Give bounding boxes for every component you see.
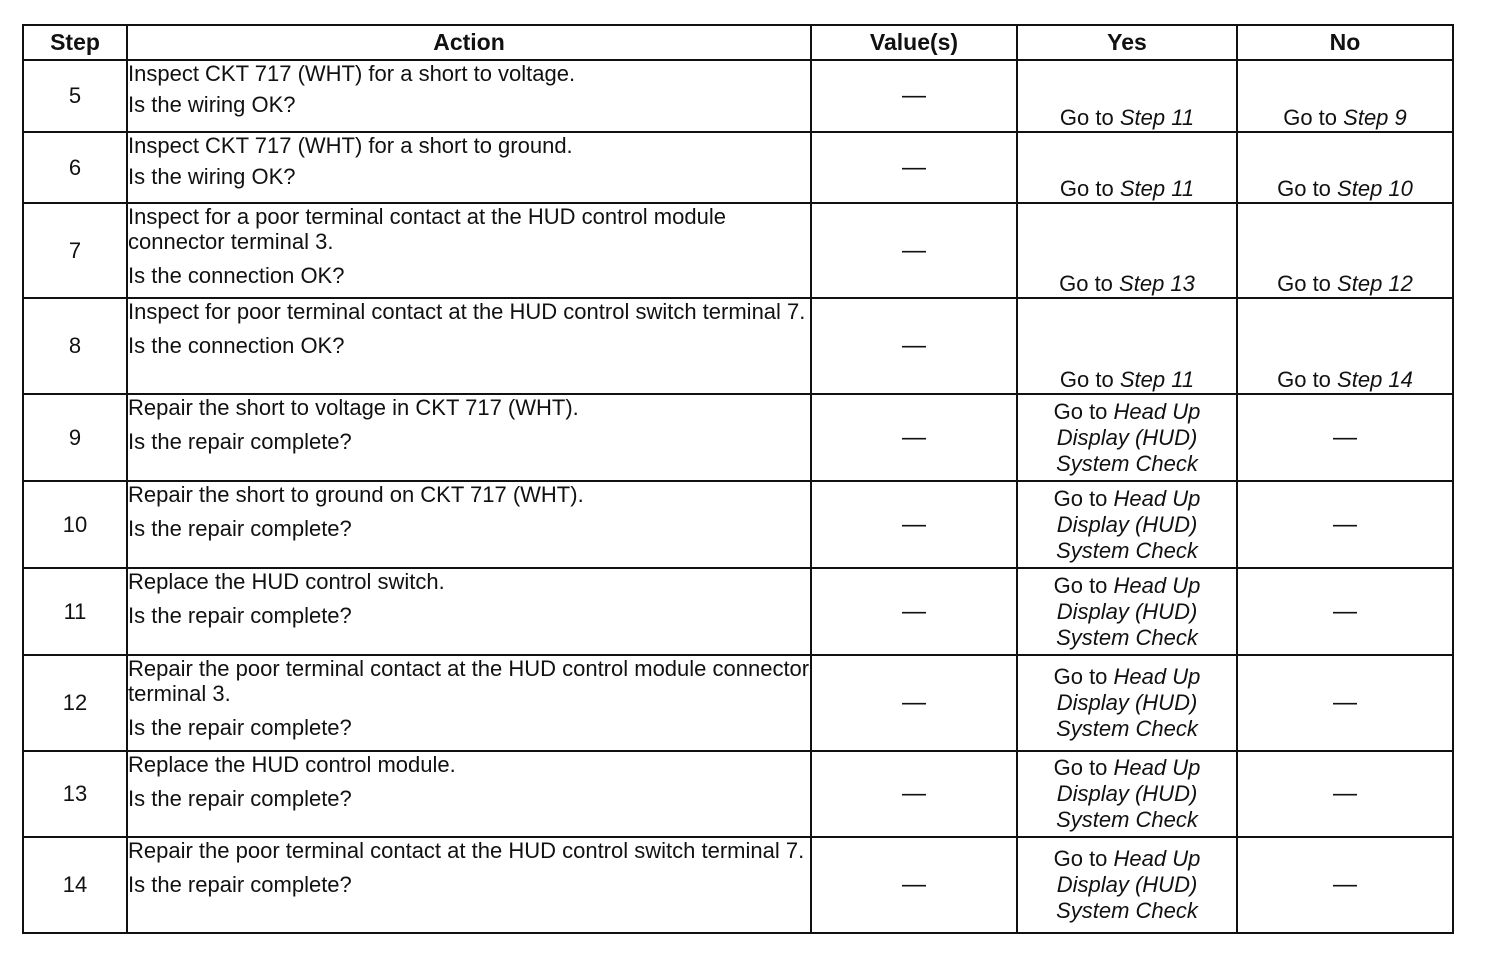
value-cell: — xyxy=(811,132,1017,203)
action-cell xyxy=(127,298,811,394)
no-cell xyxy=(1237,203,1453,298)
action-cell xyxy=(127,655,811,751)
header-yes: Yes xyxy=(1017,25,1237,60)
action-text: Replace the HUD control switch. xyxy=(128,569,445,594)
table-row xyxy=(23,394,1453,481)
header-values: Value(s) xyxy=(811,25,1017,60)
yes-ref-line-1: Head Up xyxy=(1113,398,1201,424)
no-cell: — xyxy=(1237,837,1453,933)
yes-step-ref: Step 11 xyxy=(1119,105,1195,130)
yes-ref-line-1: Head Up xyxy=(1113,755,1201,780)
yes-prefix: Go to xyxy=(1053,846,1108,871)
action-text: Inspect CKT 717 (WHT) for a short to voltage. xyxy=(128,61,576,86)
action-question: Is the wiring OK? xyxy=(128,164,296,189)
yes-ref-line-1: Head Up xyxy=(1113,846,1201,871)
table-row xyxy=(23,751,1453,837)
no-cell xyxy=(1237,60,1453,132)
yes-ref-line-1: Head Up xyxy=(1113,664,1201,689)
no-cell: — xyxy=(1237,481,1453,568)
action-question: Is the repair complete? xyxy=(128,516,352,541)
table-row xyxy=(23,203,1453,298)
header-step: Step xyxy=(23,25,127,60)
action-question: Is the repair complete? xyxy=(128,786,352,811)
yes-cell xyxy=(1017,298,1237,394)
yes-prefix: Go to xyxy=(1059,367,1114,392)
yes-cell xyxy=(1017,751,1237,837)
value-cell: — xyxy=(811,203,1017,298)
action-question: Is the wiring OK? xyxy=(128,92,296,117)
yes-ref-line-2: Display (HUD) xyxy=(1056,598,1198,624)
action-text: Inspect for a poor terminal contact at the HUD control module connector terminal 3. xyxy=(128,204,726,254)
table-row xyxy=(23,568,1453,655)
step-number: 12 xyxy=(23,655,127,751)
action-question: Is the connection OK? xyxy=(128,333,345,358)
yes-ref-line-2: Display (HUD) xyxy=(1056,511,1198,537)
no-cell xyxy=(1237,132,1453,203)
no-step-ref: Step 10 xyxy=(1337,176,1413,201)
header-no: No xyxy=(1237,25,1453,60)
value-cell: — xyxy=(811,298,1017,394)
yes-ref-line-1: Head Up xyxy=(1113,572,1201,598)
action-question: Is the repair complete? xyxy=(128,429,352,454)
action-text: Repair the poor terminal contact at the HUD control switch terminal 7. xyxy=(128,838,805,863)
no-cell: — xyxy=(1237,655,1453,751)
yes-ref-line-3: System Check xyxy=(1056,716,1198,741)
value-cell: — xyxy=(811,568,1017,655)
yes-cell xyxy=(1017,481,1237,568)
step-number: 10 xyxy=(23,481,127,568)
yes-prefix: Go to xyxy=(1059,271,1113,296)
header-action: Action xyxy=(127,25,811,60)
step-number: 11 xyxy=(23,568,127,655)
action-text: Inspect for poor terminal contact at the HUD control switch terminal 7. xyxy=(128,299,806,324)
yes-cell xyxy=(1017,655,1237,751)
yes-ref-line-2: Display (HUD) xyxy=(1056,872,1198,897)
table-row xyxy=(23,132,1453,203)
step-number: 8 xyxy=(23,298,127,394)
table-row xyxy=(23,298,1453,394)
action-cell xyxy=(127,132,811,203)
value-cell: — xyxy=(811,655,1017,751)
no-prefix: Go to xyxy=(1283,105,1338,130)
action-question: Is the repair complete? xyxy=(128,603,352,628)
action-text: Inspect CKT 717 (WHT) for a short to ground. xyxy=(128,133,573,158)
yes-prefix: Go to xyxy=(1053,572,1108,598)
yes-step-ref: Step 11 xyxy=(1119,176,1195,201)
action-text: Repair the poor terminal contact at the HUD control module connector terminal 3. xyxy=(128,656,810,706)
yes-prefix: Go to xyxy=(1053,398,1108,424)
yes-ref-line-3: System Check xyxy=(1056,807,1198,832)
value-cell: — xyxy=(811,837,1017,933)
action-text: Repair the short to voltage in CKT 717 (WHT). xyxy=(128,395,579,420)
action-text: Repair the short to ground on CKT 717 (WHT). xyxy=(128,482,584,507)
yes-ref-line-3: System Check xyxy=(1056,898,1198,923)
table-row xyxy=(23,60,1453,132)
step-number: 7 xyxy=(23,203,127,298)
no-prefix: Go to xyxy=(1277,176,1331,201)
table-row xyxy=(23,481,1453,568)
action-question: Is the repair complete? xyxy=(128,715,352,740)
header-row xyxy=(23,25,1453,60)
yes-cell xyxy=(1017,837,1237,933)
action-text: Replace the HUD control module. xyxy=(128,752,456,777)
action-cell xyxy=(127,837,811,933)
yes-cell xyxy=(1017,203,1237,298)
diagnostic-table xyxy=(22,24,1454,934)
action-cell xyxy=(127,394,811,481)
action-cell xyxy=(127,60,811,132)
table-row xyxy=(23,655,1453,751)
yes-step-ref: Step 13 xyxy=(1119,271,1195,296)
no-cell: — xyxy=(1237,394,1453,481)
action-cell xyxy=(127,203,811,298)
yes-ref-line-3: System Check xyxy=(1056,450,1198,476)
yes-step-ref: Step 11 xyxy=(1119,367,1195,392)
yes-prefix: Go to xyxy=(1053,755,1108,780)
yes-ref-line-2: Display (HUD) xyxy=(1056,690,1198,715)
yes-cell xyxy=(1017,60,1237,132)
yes-prefix: Go to xyxy=(1059,105,1114,130)
no-step-ref: Step 12 xyxy=(1337,271,1413,296)
step-number: 6 xyxy=(23,132,127,203)
yes-ref-line-2: Display (HUD) xyxy=(1056,781,1198,806)
yes-prefix: Go to xyxy=(1053,485,1108,511)
no-prefix: Go to xyxy=(1277,367,1331,392)
action-cell xyxy=(127,568,811,655)
value-cell: — xyxy=(811,481,1017,568)
yes-cell xyxy=(1017,394,1237,481)
action-question: Is the repair complete? xyxy=(128,872,352,897)
action-cell xyxy=(127,751,811,837)
yes-ref-line-3: System Check xyxy=(1056,537,1198,563)
step-number: 9 xyxy=(23,394,127,481)
action-cell xyxy=(127,481,811,568)
value-cell: — xyxy=(811,60,1017,132)
value-cell: — xyxy=(811,394,1017,481)
value-cell: — xyxy=(811,751,1017,837)
step-number: 13 xyxy=(23,751,127,837)
yes-ref-line-3: System Check xyxy=(1056,624,1198,650)
no-step-ref: Step 14 xyxy=(1337,367,1413,392)
step-number: 14 xyxy=(23,837,127,933)
action-question: Is the connection OK? xyxy=(128,263,345,288)
step-number: 5 xyxy=(23,60,127,132)
yes-cell xyxy=(1017,132,1237,203)
table-row xyxy=(23,837,1453,933)
no-cell xyxy=(1237,298,1453,394)
yes-prefix: Go to xyxy=(1053,664,1108,689)
no-prefix: Go to xyxy=(1277,271,1331,296)
yes-ref-line-2: Display (HUD) xyxy=(1056,424,1198,450)
yes-ref-line-1: Head Up xyxy=(1113,485,1201,511)
yes-prefix: Go to xyxy=(1059,176,1114,201)
no-cell: — xyxy=(1237,751,1453,837)
no-step-ref: Step 9 xyxy=(1343,105,1407,130)
yes-cell xyxy=(1017,568,1237,655)
no-cell: — xyxy=(1237,568,1453,655)
